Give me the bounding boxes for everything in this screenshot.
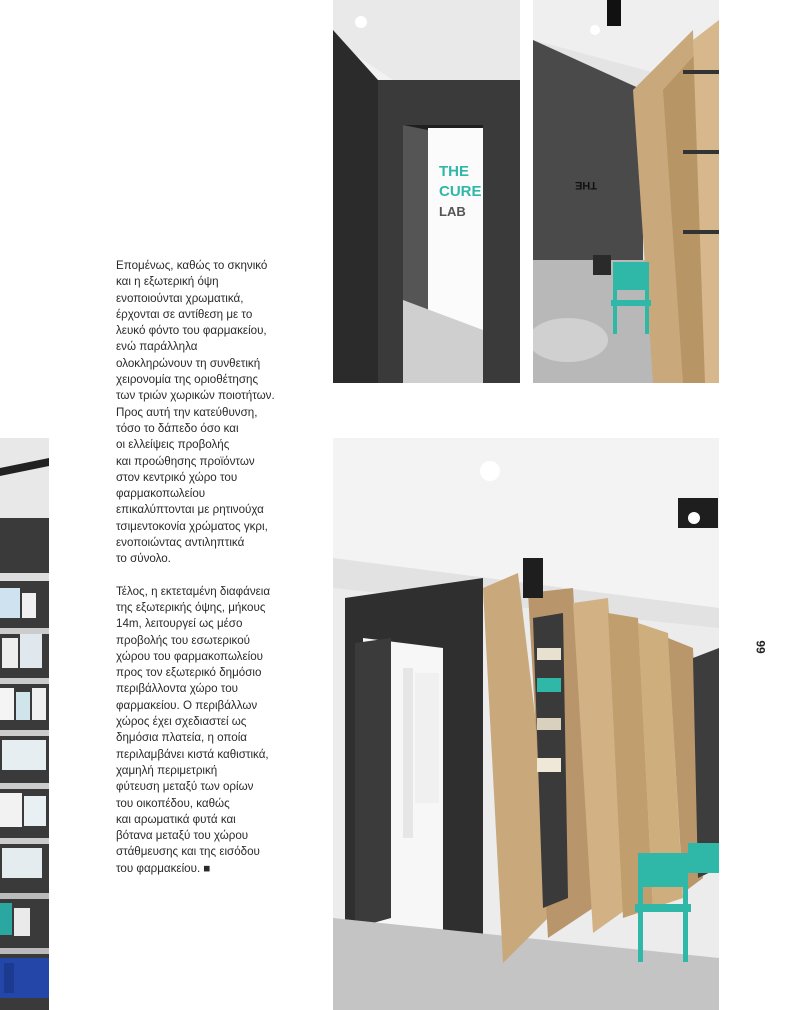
photo-shelves-left bbox=[0, 438, 49, 1010]
photo-door-logo bbox=[333, 0, 520, 383]
logo-line-cure: CURE bbox=[439, 183, 482, 200]
article-paragraph-2: Τέλος, η εκτεταμένη διαφάνεια της εξωτερικής όψης, μήκους 14m, λειτουργεί ως μέσο προβολής του εσωτερικού χώρου του φαρμακοπωλείου προς τον εξωτερικό δημόσιο περιβάλλοντα χώρο του φαρμακείου. Ο περιβάλλων χώρος έχει σχεδιαστεί ως δημόσια πλατεία, η οποία περιλαμβάνει κιστά καθιστικά, χαμηλή περιμετρική φύτευση μεταξύ των ορίων του οικοπέδου, καθώς και αρωματικά φυτά και βότανα μεταξύ του χώρου στάθμευσης και της εισόδου του φαρμακείου. ■ bbox=[116, 584, 271, 875]
article-text bbox=[116, 258, 284, 893]
page-number: 99 bbox=[753, 640, 768, 654]
article-paragraph-1: Επομένως, καθώς το σκηνικό και η εξωτερική όψη ενοποιούνται χρωματικά, έρχονται σε αντίθεση με το λευκό φόντο του φαρμακείου, ενώ παράλληλα ολοκληρώνουν τη συνθετική χειρονομία της οριοθέτησης των τριών χωρικών ποιοτήτων. Προς αυτή την κατεύθυνση, τόσο το δάπεδο όσο και οι ελλείψεις προβολής και προώθησης προϊόντων στον κεντρικό χώρο του φαρμακοπωλείου επικαλύπτονται με ρητινούχα τσιμεντοκονία χρώματος γκρι, ενοποιώντας αντιληπτικά το σύνολο. bbox=[116, 259, 275, 566]
svg-text:THE: THE bbox=[575, 179, 597, 191]
logo-line-the: THE bbox=[439, 163, 469, 180]
photo-corridor-chair bbox=[533, 0, 719, 383]
logo-line-lab: LAB bbox=[439, 204, 466, 219]
photo-wood-panels bbox=[333, 438, 719, 1010]
